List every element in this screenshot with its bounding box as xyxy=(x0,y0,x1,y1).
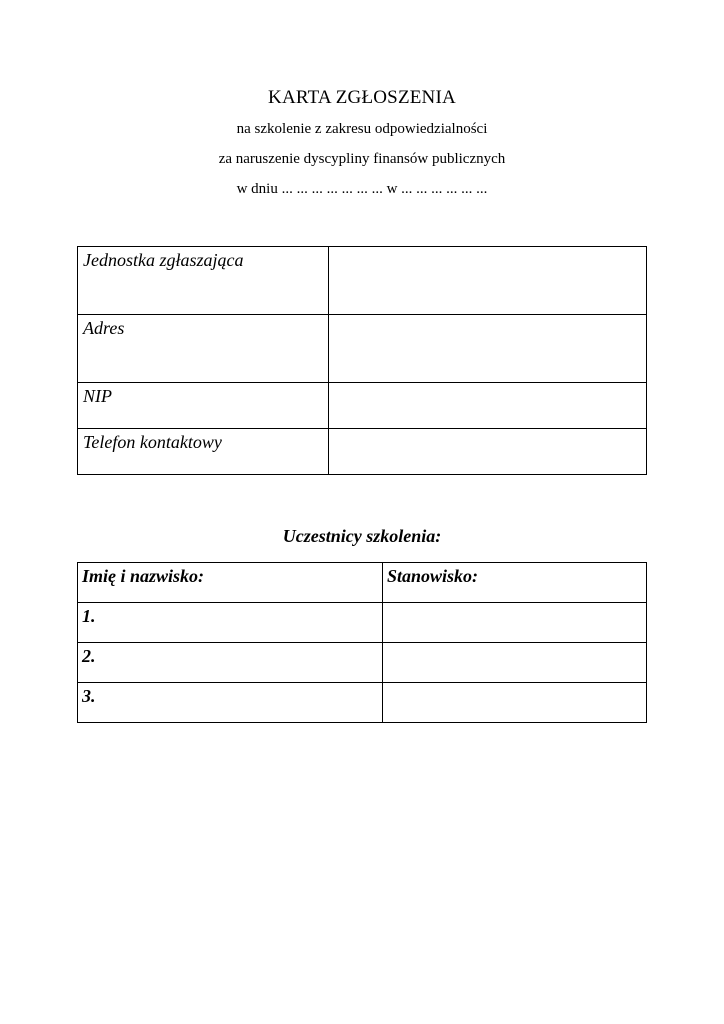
participants-header-row xyxy=(78,563,647,603)
applicant-row-unit xyxy=(78,247,647,315)
applicant-label-phone: Telefon kontaktowy xyxy=(78,429,329,475)
applicant-row-address xyxy=(78,315,647,383)
participant-position-cell[interactable] xyxy=(383,683,647,723)
applicant-row-nip xyxy=(78,383,647,429)
participant-row xyxy=(78,603,647,643)
participants-header-position: Stanowisko: xyxy=(383,563,647,603)
applicant-value-unit[interactable] xyxy=(329,247,647,315)
participant-name-cell[interactable]: 3. xyxy=(78,683,383,723)
participant-name-cell[interactable]: 1. xyxy=(78,603,383,643)
document-title: KARTA ZGŁOSZENIA xyxy=(268,87,456,108)
applicant-label-unit: Jednostka zgłaszająca xyxy=(78,247,329,315)
document-date-line: w dniu ... ... ... ... ... ... ... w ... ... ... ... ... ... xyxy=(236,181,488,197)
applicant-label-address: Adres xyxy=(78,315,329,383)
participants-table xyxy=(77,562,647,723)
participants-heading: Uczestnicy szkolenia: xyxy=(282,526,442,546)
document-subtitle-line-2: za naruszenie dyscypliny finansów publicznych xyxy=(218,151,506,167)
applicant-table xyxy=(77,246,647,475)
participant-position-cell[interactable] xyxy=(383,643,647,683)
participants-header-name: Imię i nazwisko: xyxy=(78,563,383,603)
applicant-label-nip: NIP xyxy=(78,383,329,429)
applicant-value-phone[interactable] xyxy=(329,429,647,475)
participant-row xyxy=(78,683,647,723)
applicant-value-address[interactable] xyxy=(329,315,647,383)
participant-position-cell[interactable] xyxy=(383,603,647,643)
participant-name-cell[interactable]: 2. xyxy=(78,643,383,683)
applicant-row-phone xyxy=(78,429,647,475)
participant-row xyxy=(78,643,647,683)
applicant-value-nip[interactable] xyxy=(329,383,647,429)
document-subtitle-line-1: na szkolenie z zakresu odpowiedzialności xyxy=(236,121,488,137)
